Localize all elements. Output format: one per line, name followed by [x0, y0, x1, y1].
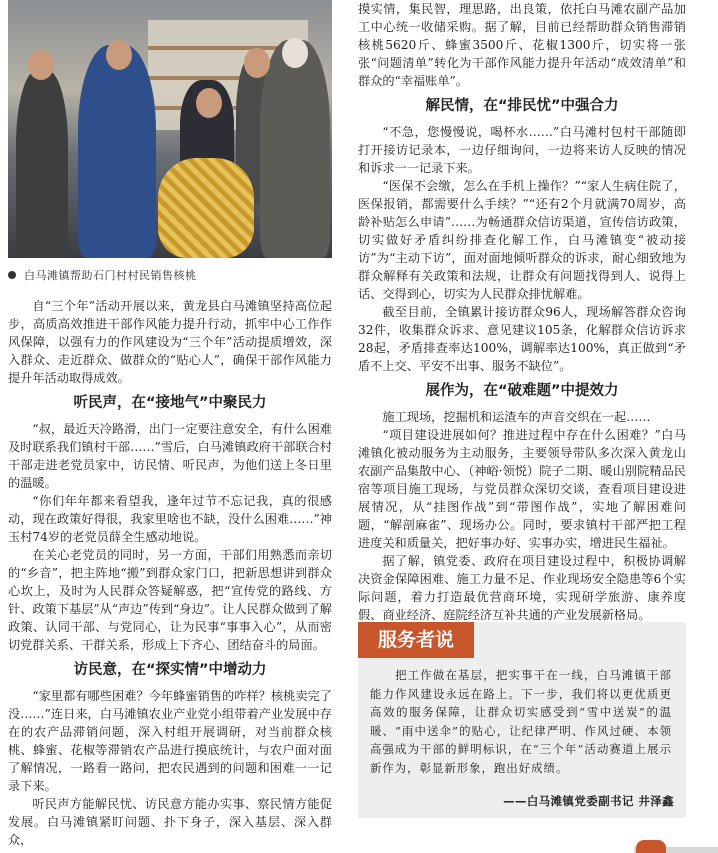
paragraph: “医保不会缴，怎么在手机上操作？”“家人生病住院了，医保报销，都需要什么手续？”“还有2个月就满70周岁，高龄补贴怎么申请”……为畅通群众信访渠道，宣传信访政策，切实做好矛盾纠纷排查化解工作，白马滩镇变“被动接访”为“主动下访”，面对面地倾听群众的诉求，耐心细致地为群众解释有关政策和法规，让群众有问题找得到人、说得上话、交得到心，切实为人民群众排忧解难。	[358, 179, 686, 301]
paragraph: 据了解，镇党委、政府在项目建设过程中，积极协调解决资金保障困难、施工力量不足、作业现场安全隐患等6个实际问题，着力打造最优营商环境，实现研学旅游、康养度假、商业经济、庭院经济互补共通的产业发展新格局。	[358, 554, 686, 622]
right-column	[358, 0, 686, 624]
paragraph: 截至目前，全镇累计接访群众96人，现场解答群众咨询32件，收集群众诉求、意见建议105条，化解群众信访诉求28起，矛盾排查率达100%，调解率达100%，真正做到“矛盾不上交、平安不出事、服务不缺位”。	[358, 305, 686, 373]
box-title: 服务者说	[358, 622, 474, 658]
service-quote-box	[358, 622, 686, 818]
paragraph: “叔，最近天冷路滑，出门一定要注意安全，有什么困难及时联系我们镇村干部……”雪后，白马滩镇政府干部联合村干部走进老党员家中，访民情、听民声，为他们送上冬日里的温暖。	[8, 422, 332, 490]
paragraph: “不急，您慢慢说，喝杯水……”白马滩村包村干部随即打开接访记录本，一边仔细询问，一边将来访人反映的情况和诉求一一记录下来。	[358, 125, 686, 175]
box-quote-text: 把工作做在基层，把实事干在一线，白马滩镇干部能力作风建设永远在路上。下一步，我们将以更优质更高效的服务保障，让群众切实感受到“雪中送炭”的温暖、“雨中送伞”的贴心，让纪律严明、作风过硬、本领高强成为干部的鲜明标识，在“三个年”活动赛道上展示新作为，彰显新形象，跑出好成绩。	[370, 668, 672, 775]
page-corner-tab	[636, 840, 666, 853]
left-column	[8, 0, 332, 849]
paragraph: “你们年年都来看望我，逢年过节不忘记我，真的很感动，现在政策好得很，我家里啥也不缺，没什么困难……”神玉村74岁的老党员薛全生感动地说。	[8, 494, 332, 544]
photo-caption: 白马滩镇帮助石门村村民销售核桃	[8, 269, 332, 283]
box-signature: ——白马滩镇党委副书记 井泽鑫	[503, 794, 674, 808]
paragraph: “家里都有哪些困难？今年蜂蜜销售的咋样？核桃卖完了没……”连日来，白马滩镇农业产业党小组带着产业发展中存在的农产品滞销问题，深入村组开展调研，对当前群众核桃、蜂蜜、花椒等滞销农产品进行摸底统计，与农户面对面了解情况，一路看一路问，把农民遇到的问题和困难一一记录下来。	[8, 689, 332, 793]
paragraph: 在关心老党员的同时，另一方面，干部们用熟悉而亲切的“乡音”，把主阵地“搬”到群众家门口，把新思想讲到群众心坎上，及时为人民群众答疑解惑，把“宣传党的路线、方针、政策下基层”从“声边”传到“身边”。让人民群众做到了解政策、认同干部、与党同心，让为民事“事事入心”，从而密切党群关系、干群关系，形成上下齐心、团结奋斗的局面。	[8, 548, 332, 652]
section-heading-2: 访民意，在“探实情”中增动力	[73, 662, 267, 678]
section-heading-1: 听民声，在“接地气”中聚民力	[73, 395, 267, 411]
paragraph: “项目建设进展如何？推进过程中存在什么困难？”白马滩镇化被动服务为主动服务，主要领导带队多次深入黄龙山农副产品集散中心、（神峪·领悦）院子二期、暖山别院精品民宿等项目施工现场，与党员群众深切交谈，查看项目建设进展情况，从“挂图作战”到“带图作战”，实地了解困难问题，“解剖麻雀”、现场办公。同时，要求镇村干部严把工程进度关和质量关，把好事办好、实事办实，增进民生福祉。	[358, 428, 686, 550]
news-photo	[8, 0, 332, 258]
walnut-basket-image	[158, 158, 254, 258]
section-heading-4: 展作为，在“破难题”中提效力	[425, 383, 619, 399]
section-heading-3: 解民情，在“排民忧”中强合力	[425, 98, 619, 114]
continued-paragraph: 摸实情，集民智，理思路，出良策，依托白马滩农副产品加工中心统一收储采购。据了解，目前已经帮助群众销售滞销核桃5620斤、蜂蜜3500斤、花椒1300斤，切实将一张张“问题清单”转化为干部作风能力提升年活动“成效清单”和群众的“幸福账单”。	[358, 2, 686, 88]
intro-paragraph: 自“三个年”活动开展以来，黄龙县白马滩镇坚持高位起步，高质高效推进干部作风能力提升行动，抓牢中心工作作风保障，以强有力的作风建设为“三个年”活动提质增效，深入群众、走近群众、做群众的“贴心人”，确保干部作风能力提升年活动取得成效。	[8, 299, 332, 385]
paragraph: 施工现场，挖掘机和运渣车的声音交织在一起……	[382, 410, 651, 424]
paragraph: 听民声方能解民忧、访民意方能办实事、察民情方能促发展。白马滩镇紧盯问题、扑下身子，深入基层、深入群众，	[8, 797, 332, 847]
bullet-icon	[8, 271, 16, 279]
